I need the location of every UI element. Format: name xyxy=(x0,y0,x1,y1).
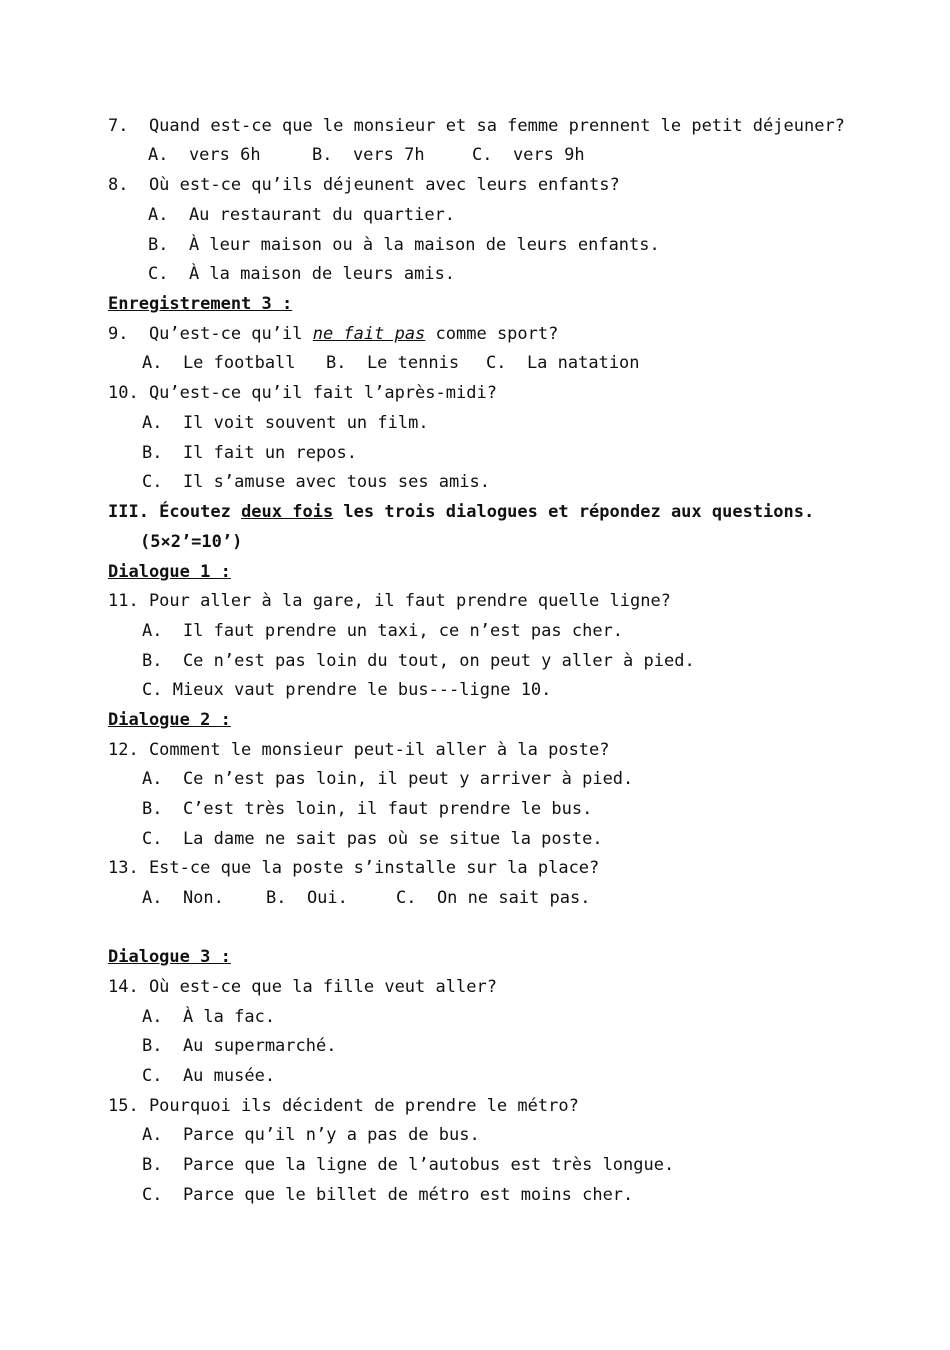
part-3-instruction xyxy=(108,501,814,523)
question-9-prefix: 9. Qu’est-ce qu’il xyxy=(108,324,313,344)
question-14-option-a: A. À la fac. xyxy=(142,1007,276,1027)
question-8-option-c: C. À la maison de leurs amis. xyxy=(148,264,456,284)
question-14-option-b: B. Au supermarché. xyxy=(142,1036,337,1056)
part-3-emphasis: deux fois xyxy=(241,502,334,522)
question-13-option-c: C. On ne sait pas. xyxy=(396,888,591,908)
question-12-option-c: C. La dame ne sait pas où se situe la poste. xyxy=(142,829,603,849)
question-13-option-a: A. Non. xyxy=(142,888,224,908)
question-10-option-c: C. Il s’amuse avec tous ses amis. xyxy=(142,472,490,492)
question-8-option-b: B. À leur maison ou à la maison de leurs enfants. xyxy=(148,235,660,255)
question-15-option-b: B. Parce que la ligne de l’autobus est très longue. xyxy=(142,1155,675,1175)
question-11-option-b: B. Ce n’est pas loin du tout, on peut y aller à pied. xyxy=(142,651,695,671)
question-15-option-c: C. Parce que le billet de métro est moins cher. xyxy=(142,1185,634,1205)
question-9-suffix: comme sport? xyxy=(425,324,559,344)
question-9-emphasis: ne fait pas xyxy=(312,324,426,344)
question-12: 12. Comment le monsieur peut-il aller à la poste? xyxy=(108,740,610,760)
question-9-option-b: B. Le tennis xyxy=(326,353,460,373)
question-7: 7. Quand est-ce que le monsieur et sa femme prennent le petit déjeuner? xyxy=(108,116,845,136)
section-heading-dialogue-2: Dialogue 2 : xyxy=(108,710,231,730)
question-10-option-a: A. Il voit souvent un film. xyxy=(142,413,429,433)
question-10-option-b: B. Il fait un repos. xyxy=(142,443,357,463)
section-heading-dialogue-3: Dialogue 3 : xyxy=(108,947,231,967)
question-9-option-a: A. Le football xyxy=(142,353,296,373)
question-7-option-b: B. vers 7h xyxy=(312,145,425,165)
question-8-option-a: A. Au restaurant du quartier. xyxy=(148,205,456,225)
question-14-option-c: C. Au musée. xyxy=(142,1066,276,1086)
question-11-option-a: A. Il faut prendre un taxi, ce n’est pas cher. xyxy=(142,621,624,641)
question-15: 15. Pourquoi ils décident de prendre le métro? xyxy=(108,1096,579,1116)
question-9-option-c: C. La natation xyxy=(486,353,640,373)
question-11: 11. Pour aller à la gare, il faut prendre quelle ligne? xyxy=(108,591,671,611)
part-3-suffix: les trois dialogues et répondez aux questions. xyxy=(333,502,815,522)
question-13: 13. Est-ce que la poste s’installe sur la place? xyxy=(108,858,600,878)
part-3-points: (5×2’=10’) xyxy=(140,532,243,552)
question-13-option-b: B. Oui. xyxy=(266,888,348,908)
question-12-option-b: B. C’est très loin, il faut prendre le bus. xyxy=(142,799,593,819)
section-heading-dialogue-1: Dialogue 1 : xyxy=(108,562,231,582)
question-11-option-c: C. Mieux vaut prendre le bus---ligne 10. xyxy=(142,680,552,700)
question-10: 10. Qu’est-ce qu’il fait l’après-midi? xyxy=(108,383,497,403)
question-14: 14. Où est-ce que la fille veut aller? xyxy=(108,977,497,997)
question-7-option-c: C. vers 9h xyxy=(472,145,585,165)
question-7-option-a: A. vers 6h xyxy=(148,145,261,165)
question-8: 8. Où est-ce qu’ils déjeunent avec leurs enfants? xyxy=(108,175,620,195)
question-9 xyxy=(108,323,558,345)
question-12-option-a: A. Ce n’est pas loin, il peut y arriver à pied. xyxy=(142,769,634,789)
question-15-option-a: A. Parce qu’il n’y a pas de bus. xyxy=(142,1125,480,1145)
part-3-prefix: III. Écoutez xyxy=(108,502,242,522)
section-heading-enregistrement-3: Enregistrement 3 : xyxy=(108,294,293,314)
